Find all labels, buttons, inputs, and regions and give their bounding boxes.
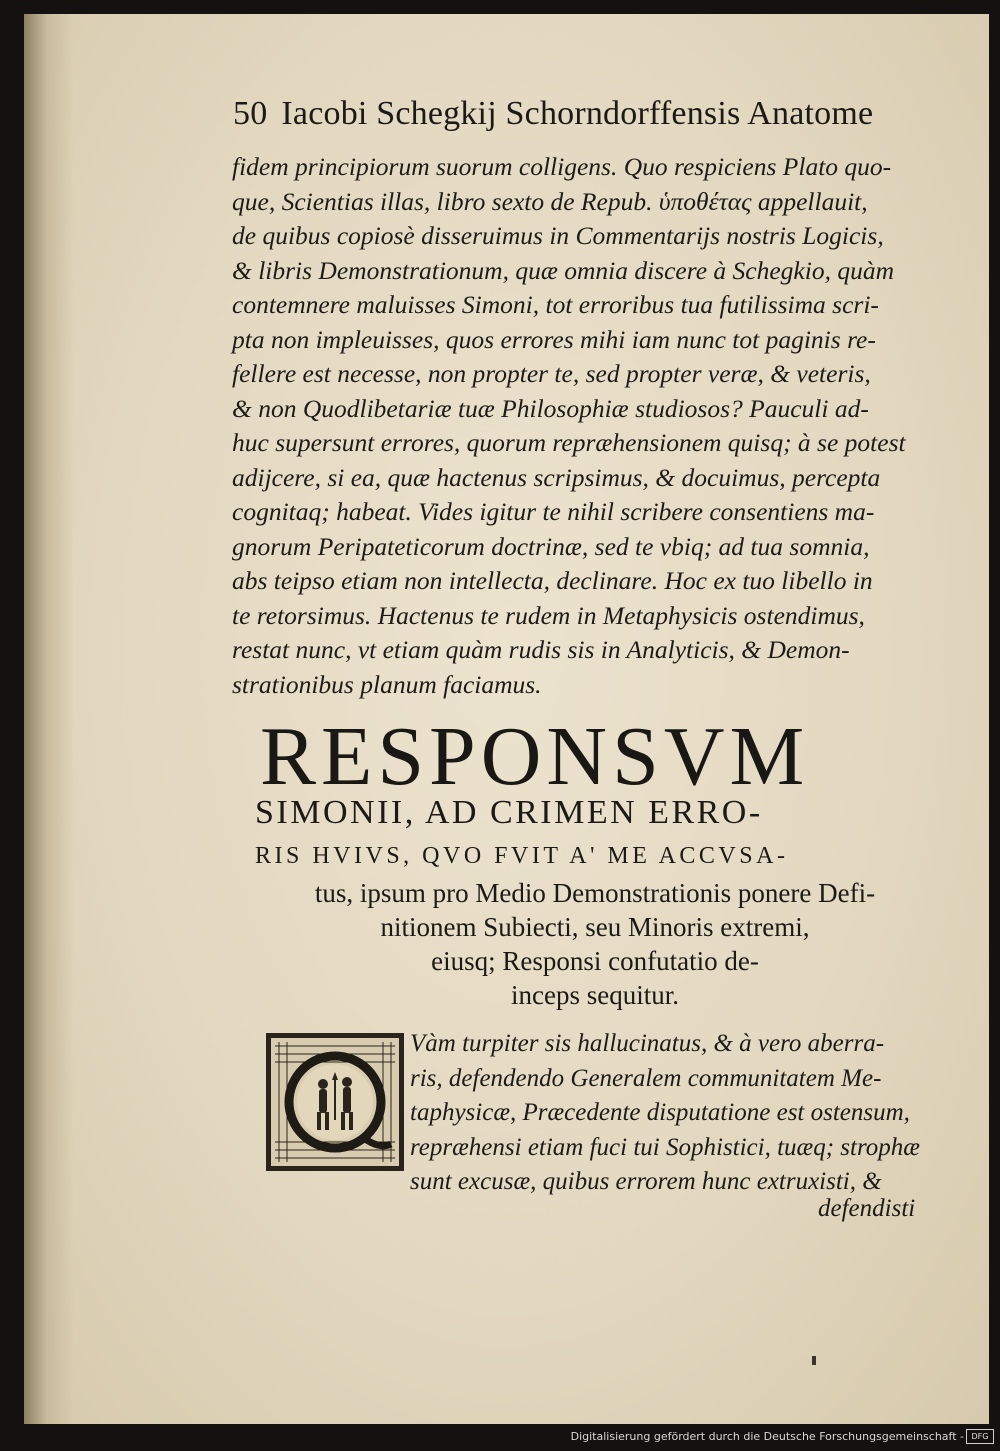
paragraph-two	[410, 1027, 920, 1200]
text-line: taphysicæ, Præcedente disputatione est ostensum,	[410, 1099, 910, 1126]
running-head-title: Iacobi Schegkij Schorndorffensis Anatome	[281, 95, 874, 132]
heading-line: inceps sequitur.	[511, 980, 679, 1010]
text-line: te retorsimus. Hactenus te rudem in Metaphysicis ostendimus,	[232, 600, 865, 630]
heading-line: tus, ipsum pro Medio Demonstrationis ponere Defi-	[314, 878, 876, 908]
text-line: restat nunc, vt etiam quàm rudis sis in Analyticis, & Demon-	[232, 635, 850, 664]
section-heading	[255, 790, 935, 1012]
page-number: 50	[233, 95, 268, 132]
heading-line: nitionem Subiecti, seu Minoris extremi,	[380, 912, 810, 942]
text-line: contemnere maluisses Simoni, tot erroribus tua futilissima scri-	[232, 290, 879, 319]
text-line: gnorum Peripateticorum doctrinæ, sed te vbiq; ad tua somnia,	[232, 531, 870, 561]
page-mark	[812, 1356, 816, 1365]
body-text	[232, 150, 906, 702]
text-line: fellere est necesse, non propter te, sed propter veræ, & veteris,	[232, 359, 871, 388]
text-line: & libris Demonstrationum, quæ omnia discere à Schegkio, quàm	[232, 255, 895, 285]
section-title: RESPONSVM	[260, 710, 810, 803]
text-line: strationibus planum faciamus.	[232, 669, 542, 699]
text-line: adijcere, si ea, quæ hactenus scripsimus, & docuimus, percepta	[232, 462, 881, 492]
running-head	[233, 95, 893, 133]
catchword: defendisti	[818, 1195, 916, 1222]
text-line: de quibus copiosè disseruimus in Commentarijs nostris Logicis,	[232, 221, 884, 250]
text-line: repræhensi etiam fuci tui Sophistici, tuæq; strophæ	[410, 1133, 920, 1161]
text-line: sunt excusæ, quibus errorem hunc extruxisti, &	[410, 1168, 882, 1195]
woodcut-dropcap	[265, 1032, 405, 1172]
text-line: ris, defendendo Generalem communitatem Me-	[410, 1064, 882, 1092]
heading-line: RIS HVIVS, QVO FVIT A' ME ACCVSA-	[255, 843, 789, 869]
text-line: pta non impleuisses, quos errores mihi iam nunc tot paginis re-	[232, 324, 876, 354]
text-line: abs teipso etiam non intellecta, declinare. Hoc ex tuo libello in	[232, 566, 873, 595]
text-line: cognitaq; habeat. Vides igitur te nihil scribere consentiens ma-	[232, 497, 875, 526]
heading-line: SIMONII, AD CRIMEN ERRO-	[255, 794, 763, 831]
text-line: & non Quodlibetariæ tuæ Philosophiæ studiosos? Pauculi ad-	[232, 393, 869, 423]
text-line: Vàm turpiter sis hallucinatus, & à vero aberra-	[410, 1030, 885, 1057]
dfg-logo-icon: DFG	[966, 1429, 994, 1444]
footer-text: Digitalisierung gefördert durch die Deutsche Forschungsgemeinschaft -	[570, 1430, 964, 1443]
heading-line: eiusq; Responsi confutatio de-	[431, 946, 759, 976]
text-line: fidem principiorum suorum colligens. Quo respiciens Plato quo-	[232, 152, 892, 181]
page-gutter-shadow	[24, 14, 74, 1424]
text-line: huc supersunt errores, quorum repræhensionem quisq; à se potest	[232, 428, 906, 457]
text-line: que, Scientias illas, libro sexto de Repub. ὑποθέτας appellauit,	[232, 186, 868, 216]
